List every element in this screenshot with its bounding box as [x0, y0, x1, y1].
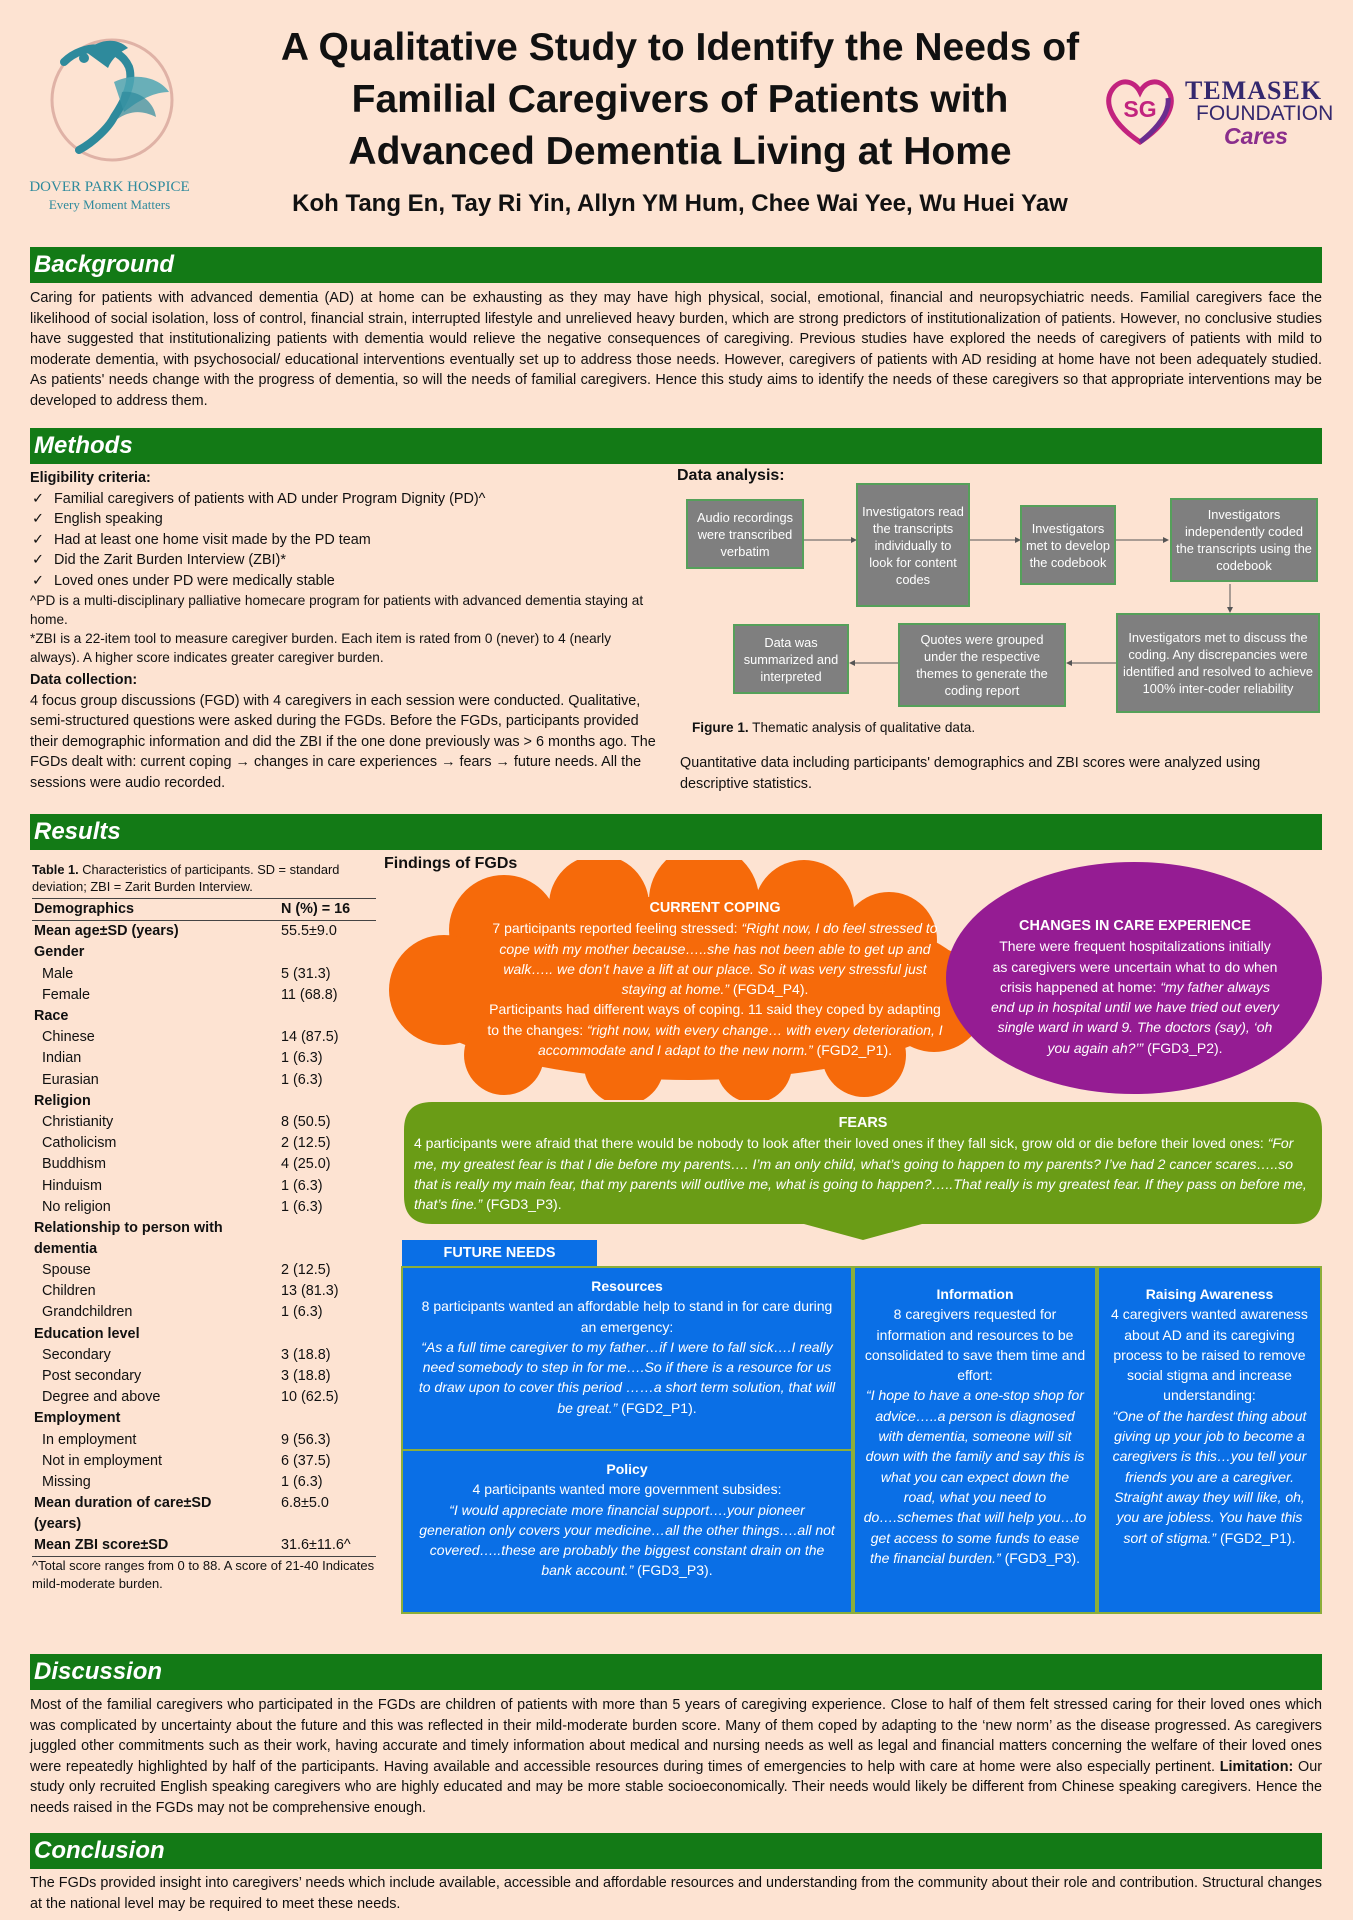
resources-box [401, 1266, 853, 1451]
row-value: 5 (31.3) [281, 965, 331, 982]
zbi-note: *ZBI is a 22-item tool to measure caregiver burden. Each item is rated from 0 (never) to 4 (nearly always). A higher score indicates greater caregiver burden. [30, 631, 612, 665]
demographics-table-block [32, 861, 376, 1593]
policy-quote-line [417, 1500, 837, 1581]
changes-ref: (FGD3_P2). [1143, 1039, 1223, 1056]
methods-heading: Methods [30, 428, 1322, 464]
awareness-ref: (FGD2_P1). [1216, 1529, 1296, 1546]
dover-park-logo [24, 22, 194, 172]
row-value: 6 (37.5) [281, 1452, 331, 1469]
row-value: 3 (18.8) [281, 1346, 331, 1363]
background-text: Caring for patients with advanced dementia (AD) at home can be exhausting as they may have high physical, social, emotional, financial and neuropsychiatric needs. Familial caregivers face the likelihood of social isolation, loss of control, financial strain, interrupted lifestyle and unrelieved heavy burden, which are strong predictors of institutionalization of patients. However, no conclusive studies have suggested that institutionalizing patients with dementia would relieve the negative consequences of caregiving. Previous studies have explored the needs of caregivers of patients with mild to moderate dementia, with psychosocial/ educational interventions eventually set up to address those needs. However, caregivers of patients with AD residing at home have not been adequately studied. As patients' needs change with the progress of dementia, so will the needs of familial caregivers. Hence this study aims to identify the needs of these caregivers so that appropriate interventions may be developed to address them. [30, 290, 1322, 409]
table-row [32, 1408, 376, 1429]
row-value: 2 (12.5) [281, 1262, 331, 1279]
row-label: Mean ZBI score±SD [34, 1537, 169, 1554]
resources-intro: 8 participants wanted an affordable help to stand in for care during an emergency: [421, 1298, 833, 1335]
information-quote-line [863, 1385, 1087, 1568]
row-value: 3 (18.8) [281, 1368, 331, 1385]
criterion-item: ✓ English speaking [30, 509, 660, 530]
hospice-name: DOVER PARK HOSPICE [29, 179, 190, 195]
coping-quote: “Right now, I do feel stressed to cope with my mother because…..she has not been able to get up and walk….. we don’t have a lift at our place. So it was very stressful just staying at home.” [499, 920, 938, 998]
table-row [32, 1133, 376, 1154]
policy-title: Policy [606, 1461, 648, 1477]
row-label: Grandchildren [42, 1304, 133, 1321]
flow-step-transcribe: Audio recordings were transcribed verbatim [686, 499, 804, 569]
temasek-foundation-logo [1100, 72, 1340, 152]
sg-badge-text: SG [1123, 96, 1157, 122]
row-value: 8 (50.5) [281, 1114, 331, 1131]
resources-quote: “As a full time caregiver to my father…if I were to fall sick….I really need somebody to step in for me….So if there is a resource for us to draw upon to cover this period ……a short term solution, that will be great.” [418, 1338, 836, 1416]
eligibility-title: Eligibility criteria: [30, 470, 151, 486]
flow-step-summarized: Data was summarized and interpreted [733, 624, 849, 694]
awareness-quote-line [1105, 1406, 1314, 1548]
title-line-1: A Qualitative Study to Identify the Needs of [280, 26, 1080, 69]
table-row [32, 1154, 376, 1175]
figure-caption [692, 720, 975, 735]
row-label: Race [34, 1008, 69, 1025]
row-value: 31.6±11.6^ [281, 1537, 351, 1554]
row-label: Christianity [42, 1114, 114, 1131]
policy-ref: (FGD3_P3). [633, 1562, 713, 1579]
coping-ref-2: (FGD2_P1). [812, 1042, 893, 1059]
hospice-bird-icon [24, 22, 194, 172]
row-value: 4 (25.0) [281, 1156, 331, 1173]
awareness-quote: “One of the hardest thing about giving up your job to become a caregivers is this…you tell your friends you are a caregiver. Straight away they will like, oh, you are jobless. You have this sort of stigma.” [1112, 1407, 1307, 1546]
current-coping-title: CURRENT COPING [649, 900, 781, 916]
changes-intro: There were frequent hospitalizations initially as caregivers were uncertain what to do when crisis happened at home: [992, 938, 1278, 995]
row-value: 10 (62.5) [281, 1389, 339, 1406]
policy-quote: “I would appreciate more financial support….your pioneer generation only covers your medicine…all the other things….all not covered…..these are probably the biggest constant drain on the bank account.” [419, 1501, 835, 1579]
current-coping-bubble [482, 898, 948, 1060]
collection-text: 4 focus group discussions (FGD) with 4 caregivers in each session were conducted. Qualitative, semi-structured questions were asked during the FGDs. Before the FGDs, participants provided their demographic information and did the ZBI if the one done previously was > 6 months ago. The FGDs dealt with: current coping → changes in care experiences → fears → future needs. All the sessions were audio recorded. [30, 692, 656, 791]
table-row [32, 964, 376, 985]
row-value: 2 (12.5) [281, 1135, 331, 1152]
coping-ref: (FGD4_P4). [729, 981, 809, 998]
flow-step-codebook: Investigators met to develop the codebook [1020, 505, 1116, 585]
table-label: Table 1. [32, 862, 79, 877]
row-value: 9 (56.3) [281, 1431, 331, 1448]
coping-quote-2: “right now, with every change… with every deterioration, I accommodate and I adapt to the new norm.” [537, 1021, 943, 1059]
conclusion-heading: Conclusion [30, 1833, 1322, 1869]
table-row [32, 1451, 376, 1472]
information-intro: 8 caregivers requested for information and resources to be consolidated to save them time and effort: [864, 1306, 1086, 1384]
table-row [32, 1260, 376, 1281]
row-label: Not in employment [42, 1452, 162, 1469]
column-header: N (%) = 16 [281, 901, 351, 917]
row-label: In employment [42, 1431, 137, 1448]
current-coping-text-2 [482, 999, 948, 1060]
row-label: Employment [34, 1410, 121, 1427]
table-row [32, 1324, 376, 1345]
information-title: Information [936, 1286, 1014, 1302]
table-row [32, 1176, 376, 1197]
row-value: 6.8±5.0 [281, 1495, 329, 1512]
row-label: No religion [42, 1198, 111, 1215]
table-row [32, 1366, 376, 1387]
temasek-foundation-text: FOUNDATION [1196, 102, 1334, 125]
table-header-row [32, 899, 376, 921]
row-label: Female [42, 986, 90, 1003]
current-coping-text [482, 918, 948, 999]
row-label: Secondary [42, 1346, 111, 1363]
row-label: Missing [42, 1474, 91, 1491]
poster-title [230, 22, 1130, 178]
flow-step-coded: Investigators independently coded the transcripts using the codebook [1170, 498, 1318, 582]
table-row [32, 1006, 376, 1027]
row-value: 1 (6.3) [281, 1050, 323, 1067]
quantitative-text: Quantitative data including participants' demographics and ZBI scores were analyzed using descriptive statistics. [680, 755, 1261, 792]
findings-title: Findings of FGDs [384, 855, 518, 872]
information-ref: (FGD3_P3). [1000, 1549, 1081, 1566]
results-heading: Results [30, 814, 1322, 850]
table-row [32, 1197, 376, 1218]
table-row [32, 1302, 376, 1323]
criterion-item: ✓ Did the Zarit Burden Interview (ZBI)* [30, 550, 660, 571]
row-label: Mean duration of care±SD (years) [34, 1495, 212, 1533]
row-value: 11 (68.8) [281, 986, 338, 1003]
resources-title: Resources [591, 1278, 663, 1294]
resources-ref: (FGD2_P1). [617, 1399, 697, 1416]
row-label: Gender [34, 944, 85, 961]
table-row [32, 921, 376, 943]
temasek-name: TEMASEK [1185, 76, 1323, 105]
title-line-2: Familial Caregivers of Patients with [351, 78, 1009, 121]
row-value: 14 (87.5) [281, 1029, 339, 1046]
awareness-title: Raising Awareness [1145, 1286, 1274, 1302]
pd-note: ^PD is a multi-disciplinary palliative homecare program for patients with advanced dementia staying at home. [30, 593, 644, 627]
discussion-text-1: Most of the familial caregivers who participated in the FGDs are children of patients with more than 5 years of caregiving experience. Close to half of them felt stressed caring for their loved ones which was complicated by uncertainty about the future and this was reflected in their mild-moderate burden score. Many of them coped by adapting to the ‘new norm’ as the disease progressed. As caregivers juggled other commitments such as their work, having accurate and timely information about medical and nursing needs as well as legal and financial matters concerning the welfare of their loved ones were repeatedly highlighted by half of the participants. Having available and accessible resources during times of emergencies to help with care at home were also especially pertinent. [30, 1697, 1322, 1775]
row-label: Hinduism [42, 1177, 102, 1194]
row-value: 1 (6.3) [281, 1304, 323, 1321]
table-row [32, 1048, 376, 1069]
table-row [32, 1281, 376, 1302]
table-caption-text: Characteristics of participants. SD = standard deviation; ZBI = Zarit Burden Interview. [32, 862, 340, 894]
row-label: Male [42, 965, 74, 982]
row-label: Post secondary [42, 1368, 142, 1385]
table-row [32, 1091, 376, 1112]
dover-park-logo-text [22, 178, 197, 214]
temasek-cares-text: Cares [1224, 123, 1288, 149]
table-row [32, 985, 376, 1006]
background-heading: Background [30, 247, 1322, 283]
changes-text [990, 936, 1280, 1058]
fears-bubble [414, 1113, 1312, 1214]
information-box [853, 1266, 1097, 1614]
criterion-item: ✓ Familial caregivers of patients with AD under Program Dignity (PD)^ [30, 489, 660, 510]
table-row [32, 1345, 376, 1366]
table-caption [32, 861, 376, 895]
row-label: Relationship to person with dementia [34, 1220, 223, 1258]
discussion-heading: Discussion [30, 1654, 1322, 1690]
resources-quote-line [417, 1337, 837, 1418]
figure-caption-text: Thematic analysis of qualitative data. [748, 720, 976, 735]
row-value: 1 (6.3) [281, 1177, 323, 1194]
table-row [32, 942, 376, 963]
row-label: Catholicism [42, 1135, 117, 1152]
row-value: 1 (6.3) [281, 1474, 323, 1491]
coping-intro: 7 participants reported feeling stressed: [492, 920, 742, 937]
changes-quote: “my father always end up in hospital until we have tried out every single ward in ward 9. The doctors (say), ‘oh you again ah?’” [991, 978, 1279, 1056]
conclusion-text: The FGDs provided insight into caregivers’ needs which include available, accessible and affordable resources and understanding from the community about their role and contribution. Structural changes at the national level may be required to meet these needs. [30, 1875, 1322, 1912]
limitation-label: Limitation: [1219, 1758, 1294, 1775]
row-label: Buddhism [42, 1156, 106, 1173]
flow-step-discuss: Investigators met to discuss the coding. Any discrepancies were identified and resolved to achieve 100% inter-coder reliability [1116, 613, 1320, 713]
demographics-table [32, 899, 376, 1556]
table-row [32, 1535, 376, 1556]
collection-title: Data collection: [30, 672, 138, 688]
row-value: 55.5±9.0 [281, 923, 337, 940]
table-row [32, 1430, 376, 1451]
policy-intro: 4 participants wanted more government subsides: [472, 1481, 782, 1498]
row-label: Religion [34, 1092, 91, 1109]
row-label: Indian [42, 1050, 82, 1067]
fears-intro: 4 participants were afraid that there would be nobody to look after their loved ones if they fall sick, grow old or die before their loved ones: [414, 1135, 1268, 1152]
flow-step-read: Investigators read the transcripts individually to look for content codes [856, 483, 970, 607]
row-value: 1 (6.3) [281, 1071, 323, 1088]
table-row [32, 1493, 376, 1535]
changes-title: CHANGES IN CARE EXPERIENCE [1019, 918, 1251, 934]
criterion-item: ✓ Had at least one home visit made by the PD team [30, 530, 660, 551]
table-row [32, 1472, 376, 1493]
fears-title: FEARS [838, 1115, 888, 1131]
discussion-text [30, 1695, 1322, 1818]
authors: Koh Tang En, Tay Ri Yin, Allyn YM Hum, Chee Wai Yee, Wu Huei Yaw [292, 190, 1068, 217]
awareness-intro: 4 caregivers wanted awareness about AD and its caregiving process to be raised to remove social stigma and increase understanding: [1111, 1306, 1308, 1404]
changes-bubble [990, 916, 1280, 1058]
row-label: Degree and above [42, 1389, 161, 1406]
table-row [32, 1112, 376, 1133]
policy-box [401, 1449, 853, 1614]
row-label: Education level [34, 1325, 140, 1342]
fears-quote: “For me, my greatest fear is that I die before my parents…. I’m an only child, what’s going to happen to my parents? I’ve had 2 cancer scares…..so that is really my main fear, that my parents will outlive me, what is going to happen?…..That really is my greatest fear. If they pass on before me, that’s fine.” [414, 1135, 1307, 1213]
row-label: Eurasian [42, 1071, 99, 1088]
table-row [32, 1218, 376, 1260]
row-label: Spouse [42, 1262, 91, 1279]
figure-label: Figure 1. [692, 720, 749, 735]
title-line-3: Advanced Dementia Living at Home [348, 130, 1012, 173]
row-label: Children [42, 1283, 96, 1300]
table-footnote: ^Total score ranges from 0 to 88. A score of 21-40 Indicates mild-moderate burden. [32, 1558, 375, 1592]
methods-left-column [30, 468, 660, 793]
table-row [32, 1387, 376, 1408]
row-value: 13 (81.3) [281, 1283, 339, 1300]
table-row [32, 1027, 376, 1048]
coping-intro-2: Participants had different ways of coping. 11 said they coped by adapting to the changes: [487, 1001, 941, 1038]
data-analysis-title: Data analysis: [677, 467, 785, 484]
awareness-box [1097, 1266, 1322, 1614]
row-value: 1 (6.3) [281, 1198, 323, 1215]
information-quote: “I hope to have a one-stop shop for advice…..a person is diagnosed with dementia, someone will sit down with the family and say this is what you can expect down the road, what you need to do….schemes that will help you…to get access to some funds to ease the financial burden.” [863, 1387, 1087, 1566]
discussion-text-2: Our study only recruited English speaking caregivers who are highly educated and may be more stable socioeconomically. Their needs would likely be different from Chinese speaking caregivers. Hence the needs raised in the FGDs may not be comprehensive enough. [30, 1758, 1322, 1816]
fears-ref: (FGD3_P3). [482, 1196, 562, 1213]
table-row [32, 1070, 376, 1091]
criterion-item: ✓ Loved ones under PD were medically stable [30, 571, 660, 592]
row-label: Chinese [42, 1029, 95, 1046]
future-needs-tab: FUTURE NEEDS [402, 1240, 597, 1266]
row-label: Mean age±SD (years) [34, 923, 179, 940]
flow-step-grouped: Quotes were grouped under the respective themes to generate the coding report [898, 623, 1066, 707]
hospice-tagline: Every Moment Matters [48, 197, 171, 212]
fears-text [414, 1133, 1312, 1214]
column-header: Demographics [34, 901, 134, 917]
